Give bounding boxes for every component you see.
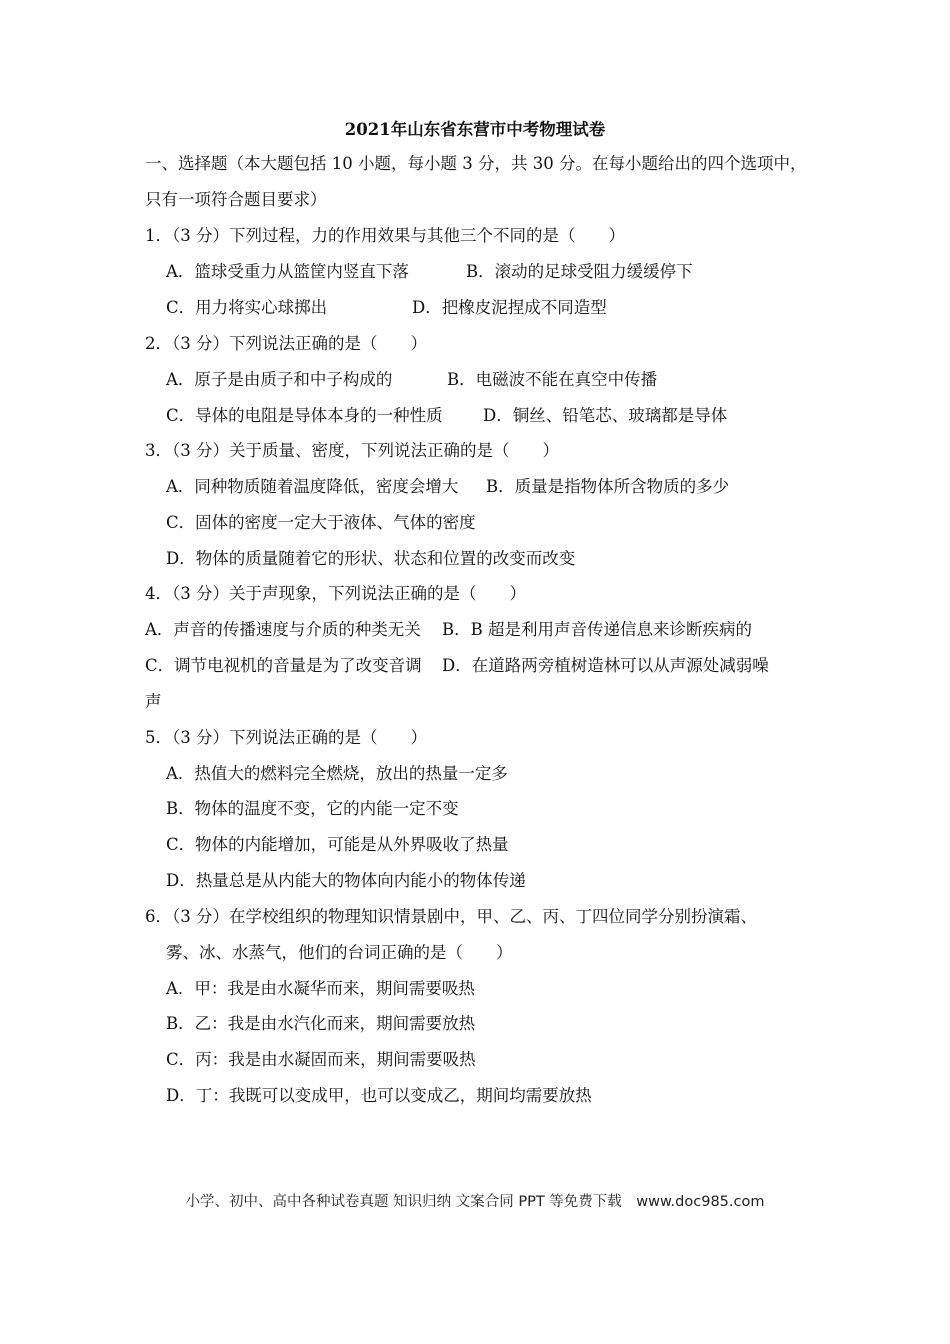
question-6-option-c: C．丙：我是由水凝固而来，期间需要吸热 [166, 1050, 476, 1069]
section-heading-cont: 只有一项符合题目要求） [145, 190, 327, 209]
question-6-option-d: D．丁：我既可以变成甲，也可以变成乙，期间均需要放热 [166, 1086, 592, 1105]
question-4-option-d-cont: 声 [145, 692, 162, 711]
question-6-option-b: B．乙：我是由水汽化而来，期间需要放热 [166, 1014, 476, 1033]
question-3-option-b: B．质量是指物体所含物质的多少 [486, 477, 730, 496]
question-1-option-a: A．篮球受重力从篮筐内竖直下落 [166, 262, 409, 281]
question-6-stem-cont: 雾、冰、水蒸气，他们的台词正确的是（ ） [166, 943, 513, 962]
question-4-option-c: C．调节电视机的音量是为了改变音调 [145, 656, 422, 675]
question-6-stem: 6．（3 分）在学校组织的物理知识情景剧中，甲、乙、丙、丁四位同学分别扮演霜、 [145, 907, 757, 926]
question-2-option-b: B．电磁波不能在真空中传播 [447, 370, 658, 389]
question-4-option-a: A．声音的传播速度与介质的种类无关 [145, 620, 421, 639]
section-heading: 一、选择题（本大题包括 10 小题，每小题 3 分，共 30 分。在每小题给出的四个选项中， [145, 154, 807, 173]
question-3-option-d: D．物体的质量随着它的形状、状态和位置的改变而改变 [166, 549, 576, 568]
question-2-option-c: C．导体的电阻是导体本身的一种性质 [166, 406, 443, 425]
page-footer: 小学、初中、高中各种试卷真题 知识归纳 文案合同 PPT 等免费下载 www.doc985.com [185, 1194, 765, 1210]
question-5-option-a: A．热值大的燃料完全燃烧，放出的热量一定多 [166, 764, 508, 783]
exam-title: 2021年山东省东营市中考物理试卷 [344, 120, 606, 139]
question-4-stem: 4．（3 分）关于声现象，下列说法正确的是（ ） [145, 584, 526, 603]
question-2-option-d: D．铜丝、铅笔芯、玻璃都是导体 [483, 406, 728, 425]
question-3-stem: 3．（3 分）关于质量、密度，下列说法正确的是（ ） [145, 441, 559, 460]
question-5-option-d: D．热量总是从内能大的物体向内能小的物体传递 [166, 871, 526, 890]
question-5-option-c: C．物体的内能增加，可能是从外界吸收了热量 [166, 835, 509, 854]
question-1-stem: 1．（3 分）下列过程，力的作用效果与其他三个不同的是（ ） [145, 226, 625, 245]
question-1-option-c: C．用力将实心球掷出 [166, 298, 328, 317]
question-4-option-b: B．B 超是利用声音传递信息来诊断疾病的 [442, 620, 752, 639]
question-1-option-b: B．滚动的足球受阻力缓缓停下 [466, 262, 693, 281]
question-2-stem: 2．（3 分）下列说法正确的是（ ） [145, 334, 427, 353]
question-3-option-a: A．同种物质随着温度降低，密度会增大 [166, 477, 459, 496]
question-1-option-d: D．把橡皮泥捏成不同造型 [412, 298, 607, 317]
question-4-option-d: D．在道路两旁植树造林可以从声源处减弱噪 [442, 656, 769, 675]
question-2-option-a: A．原子是由质子和中子构成的 [166, 370, 393, 389]
question-5-option-b: B．物体的温度不变，它的内能一定不变 [166, 799, 459, 818]
question-6-option-a: A．甲：我是由水凝华而来，期间需要吸热 [166, 979, 475, 998]
question-5-stem: 5．（3 分）下列说法正确的是（ ） [145, 728, 427, 747]
question-3-option-c: C．固体的密度一定大于液体、气体的密度 [166, 513, 476, 532]
